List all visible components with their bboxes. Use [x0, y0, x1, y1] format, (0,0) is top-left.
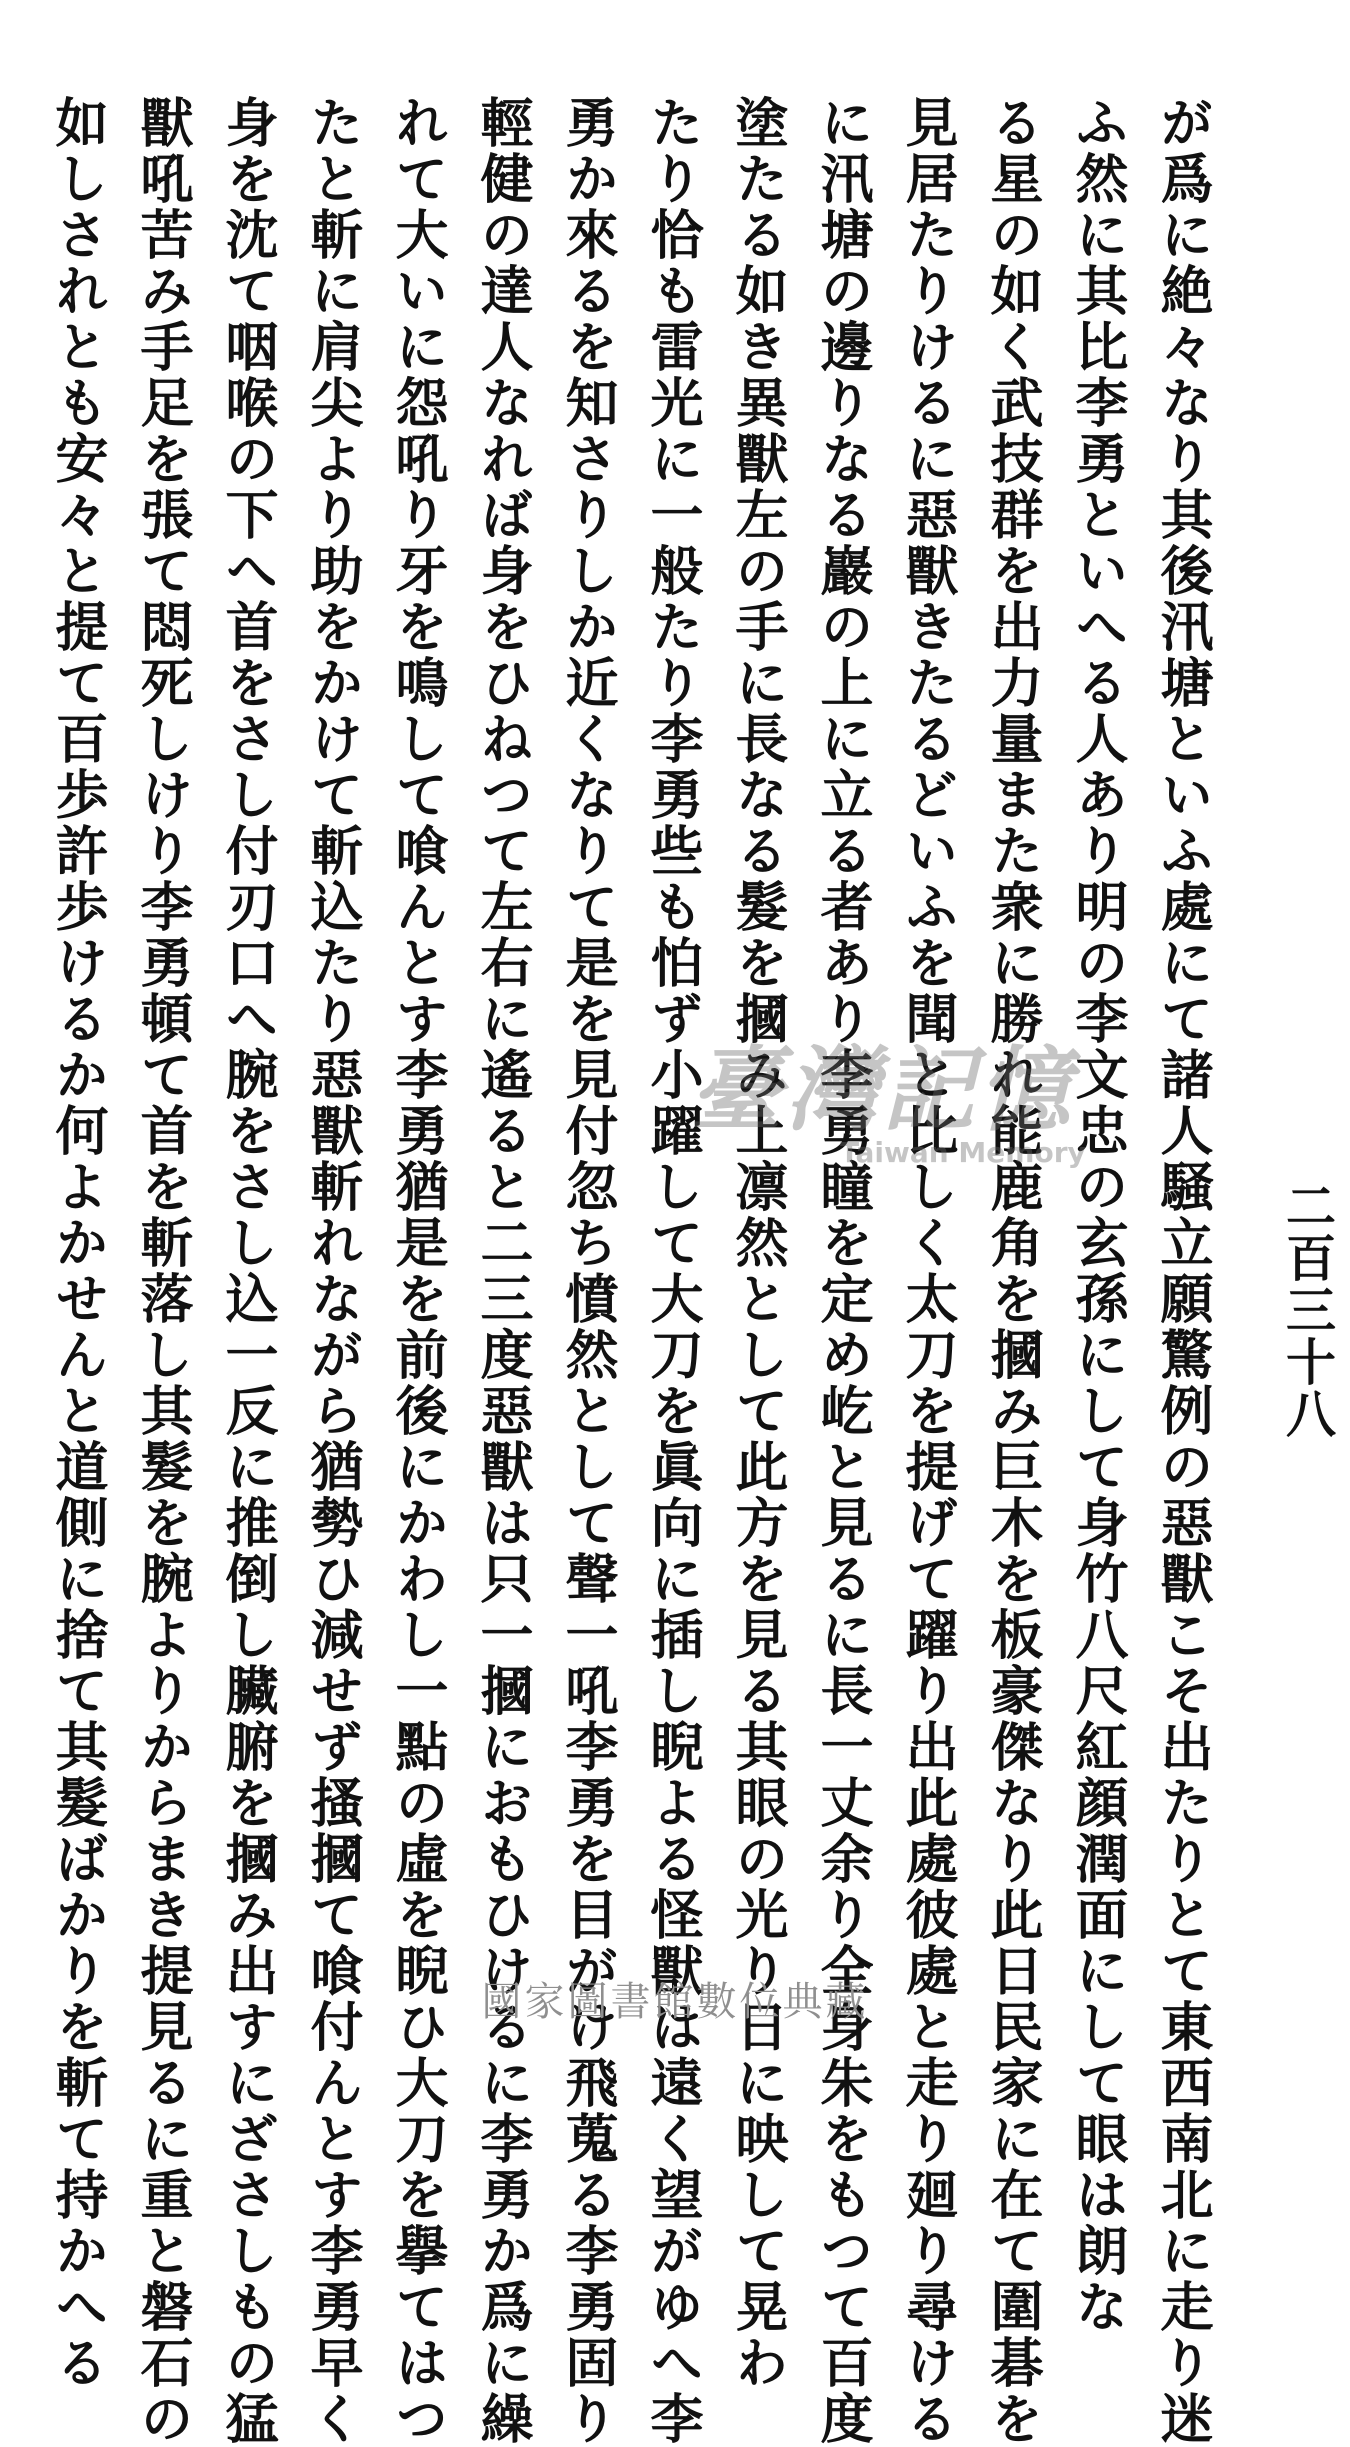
text-column-1: が爲に絶々なり其後汛塘といふ處にて諸人騒立願驚例の惡獸こそ出たりとて東西南北に走り迷 — [1152, 95, 1214, 2447]
text-column-12: 身を沈て咽喉の下へ首をさし付刃口へ腕をさし込一反に推倒し臟腑を摑み出すにざさしもの猛 — [217, 95, 279, 2447]
text-column-2: ふ然に其比李勇といへる人あり明の李文忠の玄孫にして身竹八尺紅顔潤面にして眼は朗な — [1067, 95, 1129, 2335]
watermark-logo — [690, 1036, 1110, 1200]
text-column-8: 勇か來るを知さりしか近くなりて是を見付忽ち憤然として聲一吼李勇を目がけ飛蒐る李勇固り — [557, 95, 619, 2447]
page-number: 二百三十八 — [1278, 1180, 1337, 1440]
text-column-7: たり恰も雷光に一般たり李勇些も怕ず小躍して大刀を眞向に插し睨よる怪獸は遠く望がゆへ李 — [642, 95, 704, 2447]
text-column-5: に汛塘の邊りなる巖の上に立る者あり李勇瞳を定め屹と見るに長一丈余り全身朱をもつて百度 — [812, 95, 874, 2447]
watermark-title: 臺灣記憶 — [690, 1036, 1075, 1144]
text-column-11: たと斬に肩尖より助をかけて斬込たり惡獸斬れながら猶勢ひ減せず搔摑て喰付んとす李勇早く — [302, 95, 364, 2447]
text-column-6: 塗たる如き異獸左の手に長なる髮を摑み上凛然として此方を見る其眼の光り日に映して晃わ — [727, 95, 789, 2391]
watermark-subtitle: Taiwan Memory — [840, 1136, 1086, 1169]
text-column-13: 獸吼苦み手足を張て悶死しけり李勇頓て首を斬落し其髮を腕よりからまき提見るに重と磐石の — [132, 95, 194, 2447]
text-column-10: れて大いに怨吼り牙を鳴して喰んとす李勇猶是を前後にかわし一點の虛を睨ひ大刀を擧てはつ — [387, 95, 449, 2447]
footer-credit: 國家圖書館數位典藏 — [481, 1979, 869, 2025]
text-column-9: 輕健の達人なれば身をひねつて左右に遙ると二三度惡獸は只一摑におもひけるに李勇か爲に繰 — [472, 95, 534, 2447]
text-column-3: る星の如く武技群を出力量また衆に勝れ能鹿角を摑み巨木を板豪傑なり此日民家に在て圍碁を — [982, 95, 1044, 2447]
text-column-14: 如しされとも安々と提て百歩許歩けるか何よかせんと道側に捨て其髮ばかりを斬て持かへる — [47, 95, 109, 2391]
text-column-4: 見居たりけるに惡獸きたるどいふを聞と比しく太刀を提げて躍り出此處彼處と走り廻り尋ける — [897, 95, 959, 2447]
